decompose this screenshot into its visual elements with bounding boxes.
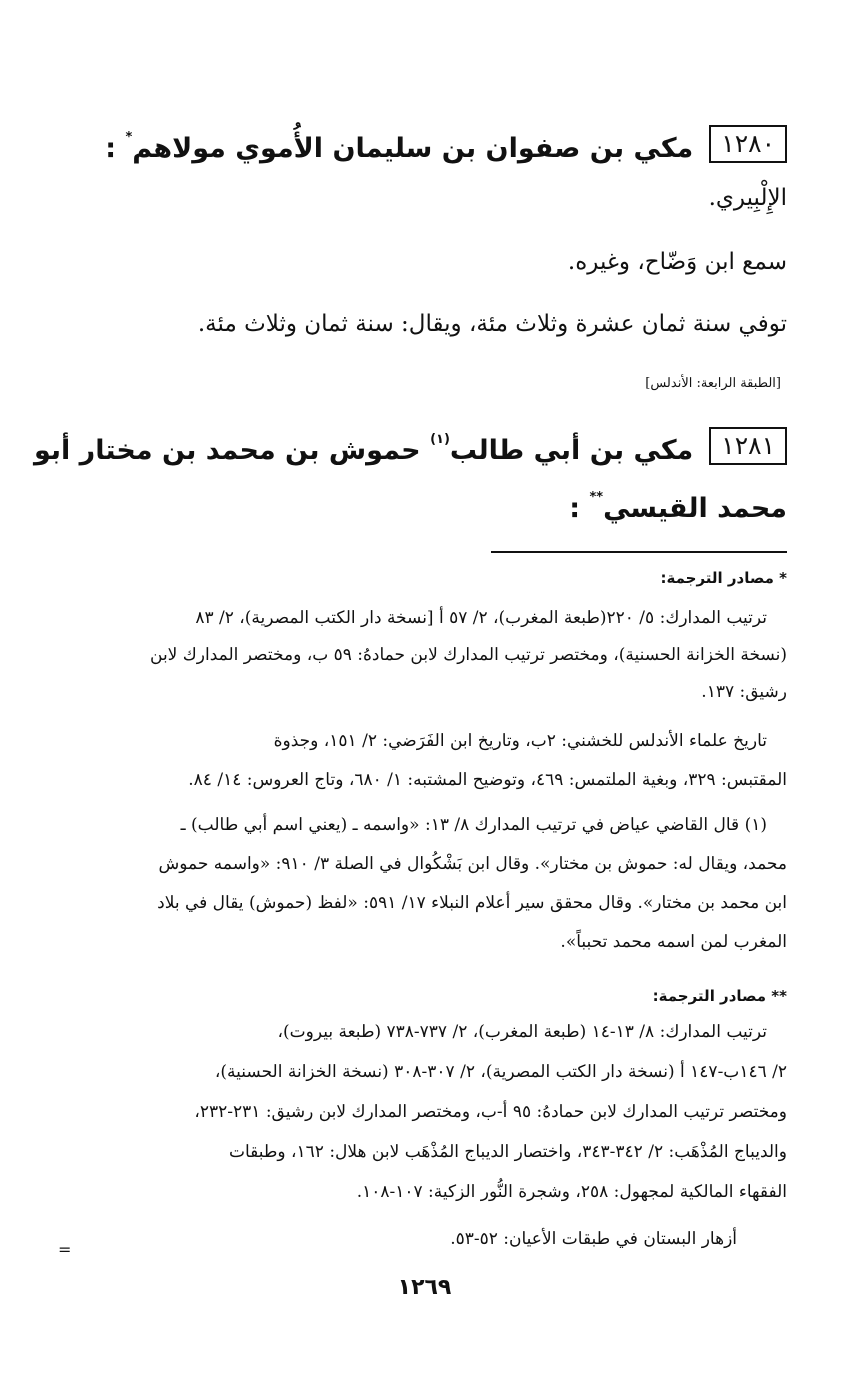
- sources-2-line: ٢/ ١٤٦ب-١٤٧ أ (نسخة دار الكتب المصرية)، ٢/ ٣٠٧-٣٠٨ (نسخة الخزانة الحسنية)،: [214, 1062, 787, 1082]
- source-marker: *: [125, 130, 133, 145]
- heading-colon: :: [569, 493, 581, 524]
- footnote-ref: (١): [430, 432, 450, 447]
- heading-colon: :: [105, 133, 117, 164]
- sources-2-line: ترتيب المدارك: ٨/ ١٣-١٤ (طبعة المغرب)، ٢/ ٧٣٧-٧٣٨ (طبعة بيروت)،: [277, 1022, 767, 1042]
- footnote-1-line: (١) قال القاضي عياض في ترتيب المدارك ٨/ ١٣: «واسمه ـ (يعني اسم أبي طالب) ـ: [180, 815, 767, 835]
- section-label: [الطبقة الرابعة: الأندلس]: [645, 376, 781, 391]
- sources-1-line: رشيق: ١٣٧.: [701, 682, 787, 702]
- entry-number-box: ١٢٨٠: [709, 125, 787, 163]
- entry-title: مكي بن صفوان بن سليمان الأُموي مولاهم: [132, 133, 694, 164]
- entry-1280-heading: [40, 108, 787, 179]
- sources-1-line: المقتبس: ٣٢٩، وبغية الملتمس: ٤٦٩، وتوضيح المشتبه: ١/ ٦٨٠، وتاج العروس: ١٤/ ٨٤.: [188, 770, 787, 790]
- page-number: ١٢٦٩: [397, 1275, 452, 1300]
- sources-2-line: الفقهاء المالكية لمجهول: ٢٥٨، وشجرة النُّور الزكية: ١٠٧-١٠٨.: [356, 1182, 787, 1202]
- entry-1280-line-2: سمع ابن وَضّاح، وغيره.: [567, 249, 787, 275]
- footnote-1-line: ابن محمد بن مختار». وقال محقق سير أعلام النبلاء ١٧/ ٥٩١: «لفظ (حموش) يقال في بلاد: [157, 893, 787, 913]
- sources-1-line: ترتيب المدارك: ٥/ ٢٢٠(طبعة المغرب)، ٢/ ٥٧ أ [نسخة دار الكتب المصرية)، ٢/ ٨٣: [195, 608, 767, 628]
- entry-number-box: ١٢٨١: [709, 427, 787, 465]
- entry-1280-line-1: الإِلْبِيري.: [708, 185, 787, 211]
- sources-2-line: ومختصر ترتيب المدارك لابن حمادهُ: ٩٥ أ-ب، ومختصر المدارك لابن رشيق: ٢٣١-٢٣٢،: [194, 1102, 787, 1122]
- footnote-1-line: محمد، ويقال له: حموش بن مختار». وقال ابن بَشْكُوال في الصلة ٣/ ٩١٠: «واسمه حموش: [158, 854, 787, 874]
- sources-1-heading: * مصادر الترجمة:: [660, 569, 787, 587]
- footnote-1-line: المغرب لمن اسمه محمد تحبباً».: [560, 932, 787, 952]
- sources-2-line: والديباج المُذْهَب: ٢/ ٣٤٢-٣٤٣، واختصار الديباج المُذْهَب لابن هلال: ١٦٢، وطبقات: [228, 1142, 787, 1162]
- sources-2-line: أزهار البستان في طبقات الأعيان: ٥٢-٥٣.: [450, 1229, 737, 1249]
- entry-title-part-1: مكي بن أبي طالب: [449, 435, 694, 466]
- continuation-mark: =: [58, 1240, 72, 1259]
- entry-title-part-3: محمد القيسي: [603, 493, 787, 524]
- entry-title-part-2: حموش بن محمد بن مختار أبو: [33, 435, 421, 466]
- footnote-separator: [491, 551, 787, 553]
- sources-2-heading: ** مصادر الترجمة:: [652, 987, 787, 1005]
- source-marker: **: [589, 490, 604, 505]
- entry-1281-heading-line-2: [40, 468, 787, 539]
- entry-1280-line-3: توفي سنة ثمان عشرة وثلاث مئة، ويقال: سنة ثمان وثلاث مئة.: [197, 311, 787, 337]
- sources-1-line: (نسخة الخزانة الحسنية)، ومختصر ترتيب المدارك لابن حمادهُ: ٥٩ ب، ومختصر المدارك لابن: [150, 645, 787, 665]
- sources-1-line: تاريخ علماء الأندلس للخشني: ٢ب، وتاريخ ابن الفَرَضي: ٢/ ١٥١، وجذوة: [273, 731, 767, 751]
